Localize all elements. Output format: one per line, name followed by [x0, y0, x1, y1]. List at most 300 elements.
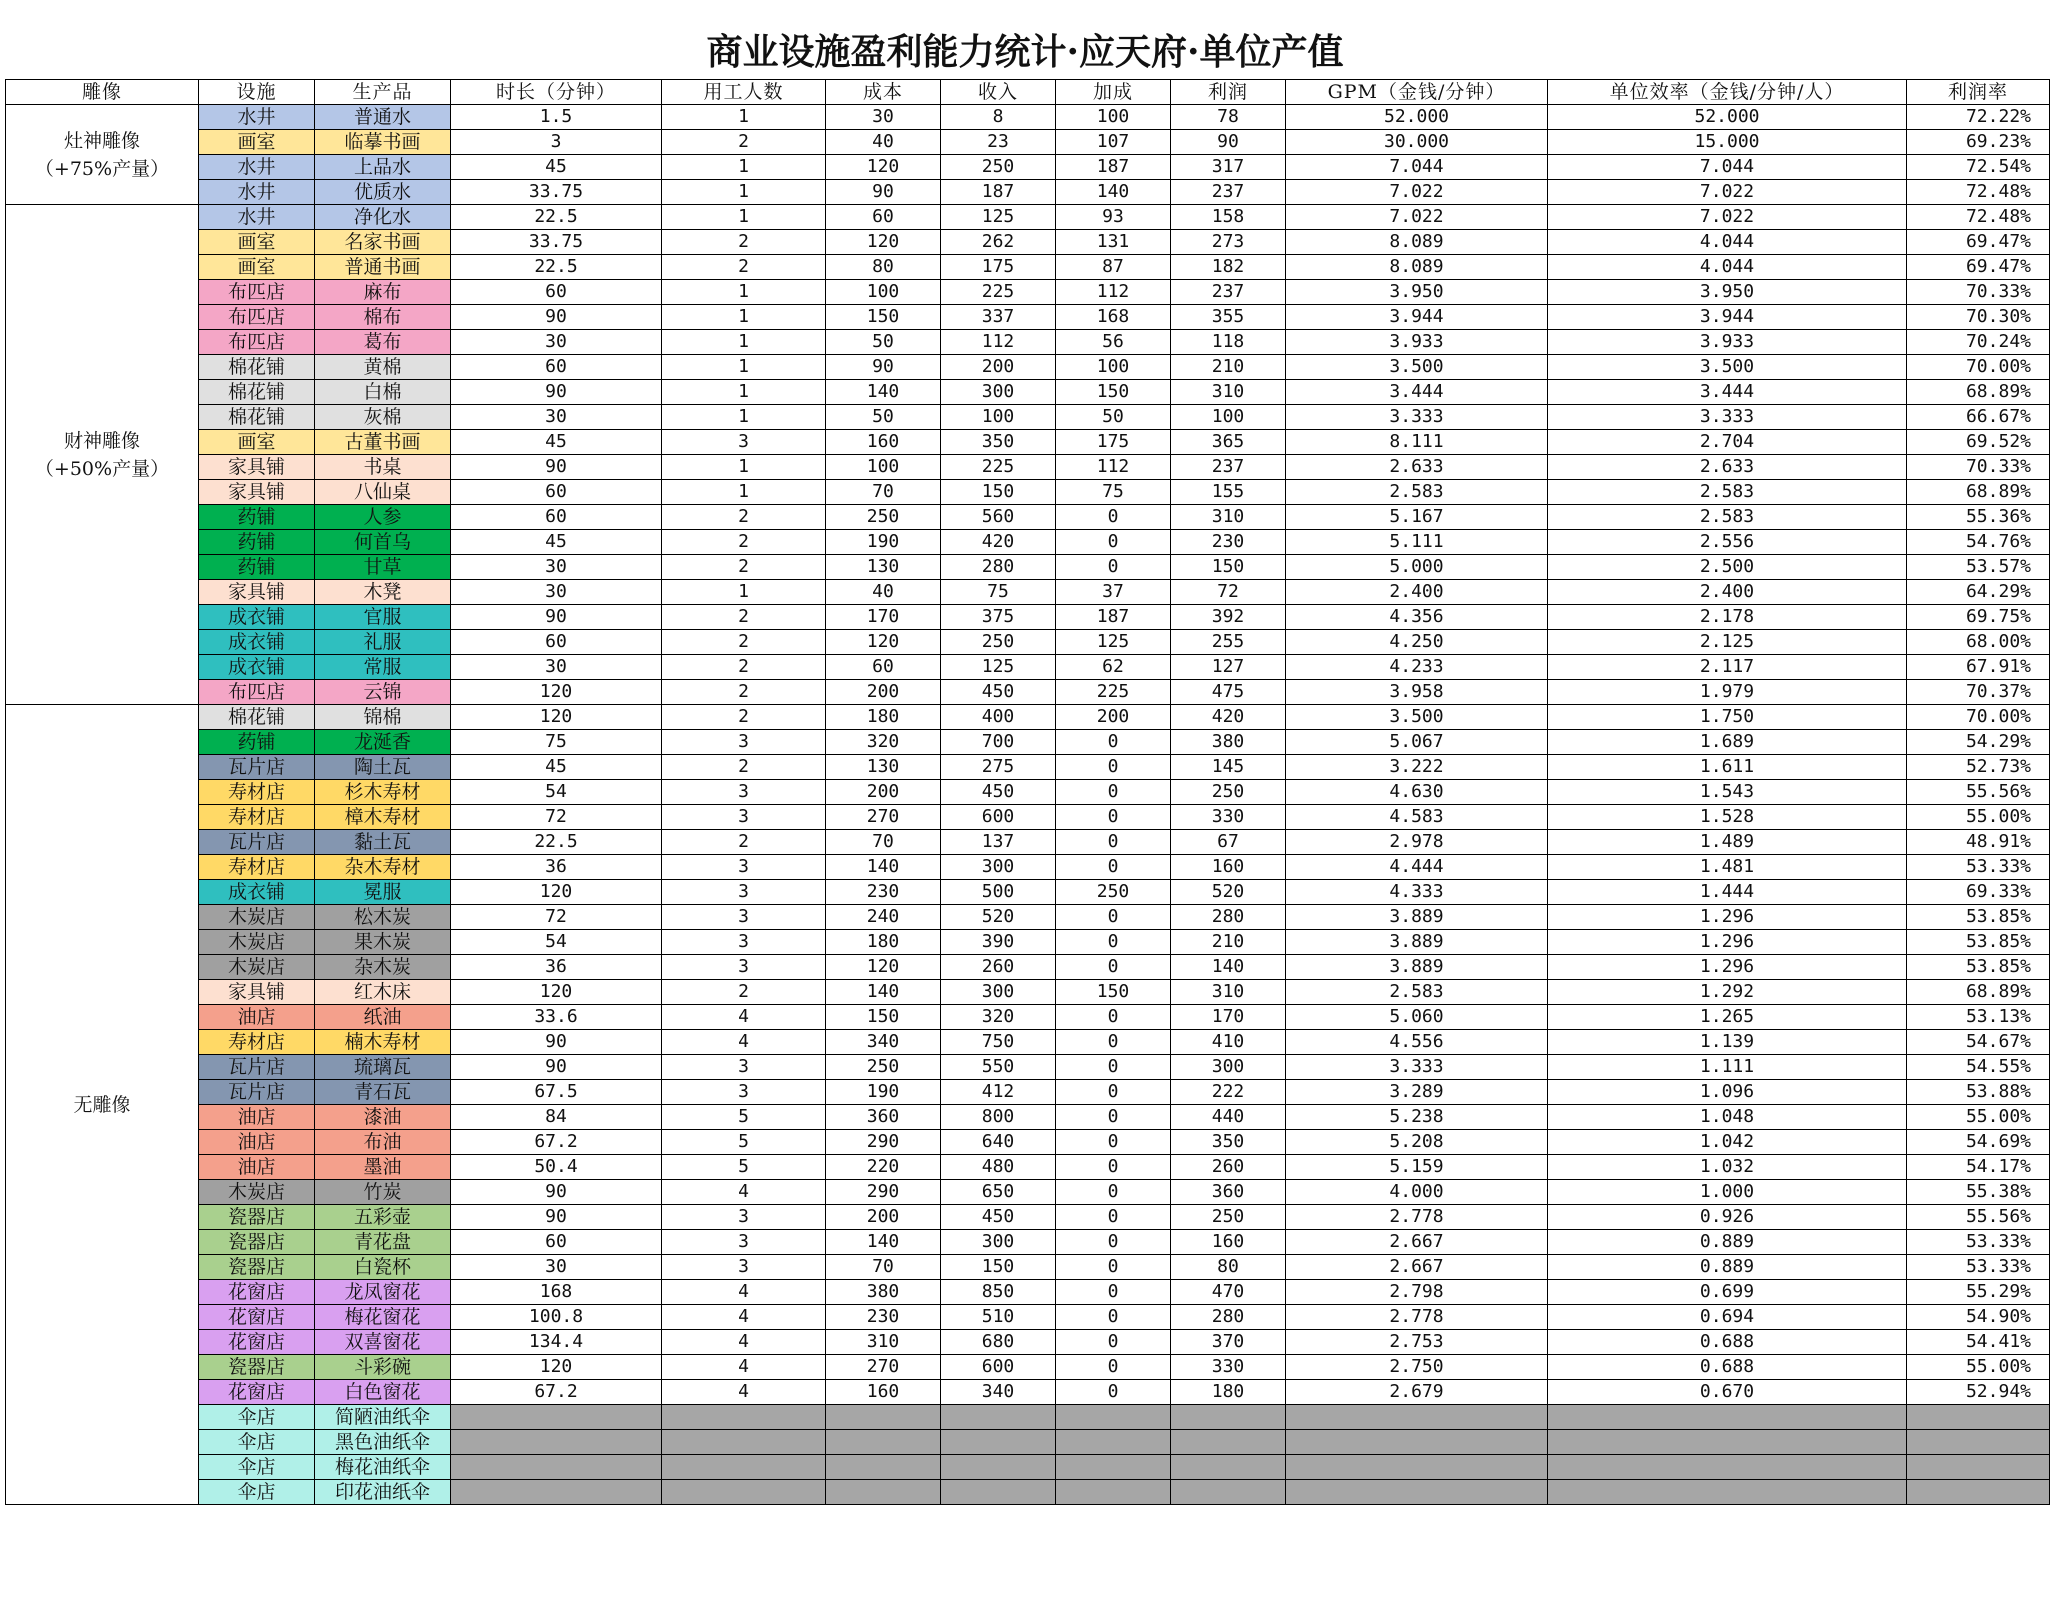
header-profit-margin[interactable]: 利润率	[1907, 80, 2050, 105]
duration-cell[interactable]: 90	[451, 1055, 662, 1080]
product-cell[interactable]: 斗彩碗	[315, 1355, 451, 1380]
facility-cell[interactable]: 画室	[199, 430, 315, 455]
gpm-cell[interactable]: 4.583	[1286, 805, 1548, 830]
duration-cell[interactable]: 84	[451, 1105, 662, 1130]
bonus-cell[interactable]: 0	[1056, 1355, 1171, 1380]
bonus-cell[interactable]: 100	[1056, 105, 1171, 130]
profit-cell[interactable]: 370	[1171, 1330, 1286, 1355]
facility-cell[interactable]: 伞店	[199, 1405, 315, 1430]
unit-efficiency-cell[interactable]: 3.944	[1548, 305, 1907, 330]
facility-cell[interactable]: 布匹店	[199, 280, 315, 305]
gpm-cell[interactable]: 4.333	[1286, 880, 1548, 905]
gpm-cell[interactable]: 3.889	[1286, 930, 1548, 955]
product-cell[interactable]: 何首乌	[315, 530, 451, 555]
product-cell[interactable]: 龙涎香	[315, 730, 451, 755]
revenue-cell[interactable]: 250	[941, 155, 1056, 180]
gpm-cell[interactable]: 5.208	[1286, 1130, 1548, 1155]
workers-cell[interactable]: 3	[662, 880, 826, 905]
duration-cell[interactable]	[451, 1405, 662, 1430]
workers-cell[interactable]	[662, 1455, 826, 1480]
unit-efficiency-cell[interactable]: 1.265	[1548, 1005, 1907, 1030]
bonus-cell[interactable]: 0	[1056, 1130, 1171, 1155]
unit-efficiency-cell[interactable]: 52.000	[1548, 105, 1907, 130]
revenue-cell[interactable]: 850	[941, 1280, 1056, 1305]
facility-cell[interactable]: 瓦片店	[199, 1055, 315, 1080]
gpm-cell[interactable]: 3.222	[1286, 755, 1548, 780]
revenue-cell[interactable]: 520	[941, 905, 1056, 930]
profit-cell[interactable]: 210	[1171, 355, 1286, 380]
facility-cell[interactable]: 花窗店	[199, 1280, 315, 1305]
gpm-cell[interactable]	[1286, 1430, 1548, 1455]
cost-cell[interactable]	[826, 1480, 941, 1505]
cost-cell[interactable]: 230	[826, 1305, 941, 1330]
profit-margin-cell[interactable]: 54.69%	[1907, 1130, 2050, 1155]
unit-efficiency-cell[interactable]: 2.583	[1548, 480, 1907, 505]
cost-cell[interactable]: 140	[826, 380, 941, 405]
product-cell[interactable]: 常服	[315, 655, 451, 680]
revenue-cell[interactable]: 300	[941, 1230, 1056, 1255]
cost-cell[interactable]: 270	[826, 1355, 941, 1380]
workers-cell[interactable]: 4	[662, 1180, 826, 1205]
duration-cell[interactable]: 60	[451, 355, 662, 380]
facility-cell[interactable]: 药铺	[199, 505, 315, 530]
profit-cell[interactable]: 365	[1171, 430, 1286, 455]
bonus-cell[interactable]: 0	[1056, 1230, 1171, 1255]
duration-cell[interactable]: 75	[451, 730, 662, 755]
unit-efficiency-cell[interactable]: 1.139	[1548, 1030, 1907, 1055]
revenue-cell[interactable]: 125	[941, 205, 1056, 230]
unit-efficiency-cell[interactable]: 1.481	[1548, 855, 1907, 880]
gpm-cell[interactable]: 7.022	[1286, 180, 1548, 205]
profit-cell[interactable]: 127	[1171, 655, 1286, 680]
duration-cell[interactable]	[451, 1455, 662, 1480]
profit-margin-cell[interactable]: 53.85%	[1907, 905, 2050, 930]
duration-cell[interactable]: 45	[451, 755, 662, 780]
profit-cell[interactable]: 90	[1171, 130, 1286, 155]
unit-efficiency-cell[interactable]: 1.296	[1548, 905, 1907, 930]
revenue-cell[interactable]: 260	[941, 955, 1056, 980]
product-cell[interactable]: 竹炭	[315, 1180, 451, 1205]
profit-margin-cell[interactable]: 67.91%	[1907, 655, 2050, 680]
revenue-cell[interactable]	[941, 1430, 1056, 1455]
bonus-cell[interactable]: 0	[1056, 730, 1171, 755]
revenue-cell[interactable]: 450	[941, 780, 1056, 805]
profit-margin-cell[interactable]: 54.90%	[1907, 1305, 2050, 1330]
unit-efficiency-cell[interactable]: 1.689	[1548, 730, 1907, 755]
profit-margin-cell[interactable]: 55.29%	[1907, 1280, 2050, 1305]
gpm-cell[interactable]: 30.000	[1286, 130, 1548, 155]
profit-margin-cell[interactable]: 69.47%	[1907, 230, 2050, 255]
profit-cell[interactable]: 118	[1171, 330, 1286, 355]
statue-group-cell[interactable]	[6, 705, 199, 1505]
duration-cell[interactable]: 90	[451, 455, 662, 480]
duration-cell[interactable]: 33.75	[451, 230, 662, 255]
bonus-cell[interactable]	[1056, 1405, 1171, 1430]
product-cell[interactable]: 龙凤窗花	[315, 1280, 451, 1305]
duration-cell[interactable]: 36	[451, 855, 662, 880]
workers-cell[interactable]: 4	[662, 1280, 826, 1305]
duration-cell[interactable]: 120	[451, 705, 662, 730]
workers-cell[interactable]: 3	[662, 930, 826, 955]
workers-cell[interactable]: 2	[662, 630, 826, 655]
revenue-cell[interactable]: 75	[941, 580, 1056, 605]
profit-margin-cell[interactable]	[1907, 1480, 2050, 1505]
bonus-cell[interactable]: 0	[1056, 1280, 1171, 1305]
revenue-cell[interactable]: 225	[941, 455, 1056, 480]
gpm-cell[interactable]: 3.944	[1286, 305, 1548, 330]
unit-efficiency-cell[interactable]: 0.694	[1548, 1305, 1907, 1330]
bonus-cell[interactable]: 0	[1056, 1180, 1171, 1205]
gpm-cell[interactable]: 4.250	[1286, 630, 1548, 655]
profit-margin-cell[interactable]: 55.56%	[1907, 1205, 2050, 1230]
profit-margin-cell[interactable]: 54.41%	[1907, 1330, 2050, 1355]
bonus-cell[interactable]: 0	[1056, 1030, 1171, 1055]
cost-cell[interactable]: 200	[826, 680, 941, 705]
product-cell[interactable]: 楠木寿材	[315, 1030, 451, 1055]
unit-efficiency-cell[interactable]: 15.000	[1548, 130, 1907, 155]
gpm-cell[interactable]: 52.000	[1286, 105, 1548, 130]
profit-margin-cell[interactable]: 69.47%	[1907, 255, 2050, 280]
unit-efficiency-cell[interactable]	[1548, 1455, 1907, 1480]
gpm-cell[interactable]: 3.933	[1286, 330, 1548, 355]
gpm-cell[interactable]: 3.444	[1286, 380, 1548, 405]
product-cell[interactable]: 青石瓦	[315, 1080, 451, 1105]
bonus-cell[interactable]: 112	[1056, 455, 1171, 480]
facility-cell[interactable]: 瓷器店	[199, 1230, 315, 1255]
revenue-cell[interactable]: 510	[941, 1305, 1056, 1330]
gpm-cell[interactable]: 3.500	[1286, 705, 1548, 730]
statue-group-cell[interactable]	[6, 105, 199, 205]
bonus-cell[interactable]: 62	[1056, 655, 1171, 680]
cost-cell[interactable]: 170	[826, 605, 941, 630]
cost-cell[interactable]	[826, 1430, 941, 1455]
profit-cell[interactable]	[1171, 1430, 1286, 1455]
cost-cell[interactable]: 380	[826, 1280, 941, 1305]
facility-cell[interactable]: 瓦片店	[199, 830, 315, 855]
revenue-cell[interactable]: 680	[941, 1330, 1056, 1355]
profit-cell[interactable]: 300	[1171, 1055, 1286, 1080]
product-cell[interactable]: 八仙桌	[315, 480, 451, 505]
duration-cell[interactable]: 30	[451, 555, 662, 580]
profit-margin-cell[interactable]: 68.89%	[1907, 980, 2050, 1005]
profit-margin-cell[interactable]: 72.54%	[1907, 155, 2050, 180]
facility-cell[interactable]: 水井	[199, 105, 315, 130]
profit-cell[interactable]: 310	[1171, 980, 1286, 1005]
unit-efficiency-cell[interactable]: 1.000	[1548, 1180, 1907, 1205]
gpm-cell[interactable]: 2.583	[1286, 980, 1548, 1005]
product-cell[interactable]: 葛布	[315, 330, 451, 355]
profit-margin-cell[interactable]: 55.00%	[1907, 1105, 2050, 1130]
workers-cell[interactable]: 1	[662, 155, 826, 180]
facility-cell[interactable]: 画室	[199, 230, 315, 255]
duration-cell[interactable]: 90	[451, 1030, 662, 1055]
profit-margin-cell[interactable]: 55.00%	[1907, 805, 2050, 830]
bonus-cell[interactable]	[1056, 1480, 1171, 1505]
workers-cell[interactable]: 2	[662, 255, 826, 280]
duration-cell[interactable]: 60	[451, 505, 662, 530]
workers-cell[interactable]: 5	[662, 1130, 826, 1155]
cost-cell[interactable]: 60	[826, 655, 941, 680]
duration-cell[interactable]: 36	[451, 955, 662, 980]
duration-cell[interactable]: 120	[451, 980, 662, 1005]
bonus-cell[interactable]: 125	[1056, 630, 1171, 655]
bonus-cell[interactable]	[1056, 1430, 1171, 1455]
header-duration[interactable]: 时长（分钟）	[451, 80, 662, 105]
workers-cell[interactable]: 2	[662, 530, 826, 555]
product-cell[interactable]: 棉布	[315, 305, 451, 330]
workers-cell[interactable]: 4	[662, 1355, 826, 1380]
profit-margin-cell[interactable]: 68.89%	[1907, 480, 2050, 505]
facility-cell[interactable]: 成衣铺	[199, 880, 315, 905]
unit-efficiency-cell[interactable]	[1548, 1480, 1907, 1505]
duration-cell[interactable]: 22.5	[451, 255, 662, 280]
unit-efficiency-cell[interactable]: 2.704	[1548, 430, 1907, 455]
workers-cell[interactable]: 1	[662, 330, 826, 355]
profit-cell[interactable]: 380	[1171, 730, 1286, 755]
bonus-cell[interactable]: 0	[1056, 1305, 1171, 1330]
profit-margin-cell[interactable]: 53.85%	[1907, 955, 2050, 980]
facility-cell[interactable]: 寿材店	[199, 1030, 315, 1055]
profit-cell[interactable]: 100	[1171, 405, 1286, 430]
profit-margin-cell[interactable]	[1907, 1430, 2050, 1455]
unit-efficiency-cell[interactable]: 0.926	[1548, 1205, 1907, 1230]
duration-cell[interactable]: 22.5	[451, 205, 662, 230]
product-cell[interactable]: 青花盘	[315, 1230, 451, 1255]
revenue-cell[interactable]: 100	[941, 405, 1056, 430]
revenue-cell[interactable]: 600	[941, 1355, 1056, 1380]
cost-cell[interactable]: 250	[826, 1055, 941, 1080]
unit-efficiency-cell[interactable]: 1.096	[1548, 1080, 1907, 1105]
revenue-cell[interactable]: 450	[941, 680, 1056, 705]
gpm-cell[interactable]: 2.753	[1286, 1330, 1548, 1355]
unit-efficiency-cell[interactable]: 1.296	[1548, 930, 1907, 955]
gpm-cell[interactable]: 3.958	[1286, 680, 1548, 705]
duration-cell[interactable]: 1.5	[451, 105, 662, 130]
bonus-cell[interactable]: 0	[1056, 1055, 1171, 1080]
duration-cell[interactable]: 120	[451, 1355, 662, 1380]
profit-margin-cell[interactable]: 69.23%	[1907, 130, 2050, 155]
bonus-cell[interactable]: 0	[1056, 505, 1171, 530]
revenue-cell[interactable]: 8	[941, 105, 1056, 130]
unit-efficiency-cell[interactable]: 2.400	[1548, 580, 1907, 605]
profit-margin-cell[interactable]: 68.00%	[1907, 630, 2050, 655]
gpm-cell[interactable]: 4.444	[1286, 855, 1548, 880]
product-cell[interactable]: 普通水	[315, 105, 451, 130]
revenue-cell[interactable]: 412	[941, 1080, 1056, 1105]
unit-efficiency-cell[interactable]: 2.178	[1548, 605, 1907, 630]
cost-cell[interactable]: 90	[826, 180, 941, 205]
cost-cell[interactable]: 150	[826, 1005, 941, 1030]
profit-cell[interactable]	[1171, 1455, 1286, 1480]
gpm-cell[interactable]	[1286, 1480, 1548, 1505]
product-cell[interactable]: 黑色油纸伞	[315, 1430, 451, 1455]
facility-cell[interactable]: 水井	[199, 205, 315, 230]
profit-cell[interactable]: 237	[1171, 180, 1286, 205]
revenue-cell[interactable]: 320	[941, 1005, 1056, 1030]
profit-margin-cell[interactable]	[1907, 1455, 2050, 1480]
unit-efficiency-cell[interactable]: 4.044	[1548, 255, 1907, 280]
gpm-cell[interactable]: 2.633	[1286, 455, 1548, 480]
facility-cell[interactable]: 棉花铺	[199, 355, 315, 380]
profit-margin-cell[interactable]: 55.56%	[1907, 780, 2050, 805]
revenue-cell[interactable]: 250	[941, 630, 1056, 655]
profit-cell[interactable]: 273	[1171, 230, 1286, 255]
profit-margin-cell[interactable]: 70.37%	[1907, 680, 2050, 705]
duration-cell[interactable]	[451, 1480, 662, 1505]
bonus-cell[interactable]: 0	[1056, 805, 1171, 830]
duration-cell[interactable]: 67.5	[451, 1080, 662, 1105]
cost-cell[interactable]: 60	[826, 205, 941, 230]
profit-cell[interactable]: 237	[1171, 455, 1286, 480]
unit-efficiency-cell[interactable]: 4.044	[1548, 230, 1907, 255]
revenue-cell[interactable]: 400	[941, 705, 1056, 730]
duration-cell[interactable]: 33.75	[451, 180, 662, 205]
bonus-cell[interactable]: 56	[1056, 330, 1171, 355]
profit-margin-cell[interactable]: 53.57%	[1907, 555, 2050, 580]
cost-cell[interactable]: 50	[826, 330, 941, 355]
bonus-cell[interactable]: 0	[1056, 830, 1171, 855]
revenue-cell[interactable]: 480	[941, 1155, 1056, 1180]
workers-cell[interactable]: 3	[662, 780, 826, 805]
profit-cell[interactable]: 78	[1171, 105, 1286, 130]
bonus-cell[interactable]: 50	[1056, 405, 1171, 430]
profit-cell[interactable]: 475	[1171, 680, 1286, 705]
gpm-cell[interactable]: 5.000	[1286, 555, 1548, 580]
product-cell[interactable]: 果木炭	[315, 930, 451, 955]
profit-margin-cell[interactable]: 54.55%	[1907, 1055, 2050, 1080]
facility-cell[interactable]: 棉花铺	[199, 380, 315, 405]
product-cell[interactable]: 白色窗花	[315, 1380, 451, 1405]
bonus-cell[interactable]: 0	[1056, 905, 1171, 930]
revenue-cell[interactable]: 262	[941, 230, 1056, 255]
cost-cell[interactable]: 150	[826, 305, 941, 330]
cost-cell[interactable]: 320	[826, 730, 941, 755]
profit-margin-cell[interactable]: 70.30%	[1907, 305, 2050, 330]
cost-cell[interactable]: 30	[826, 105, 941, 130]
profit-margin-cell[interactable]: 52.73%	[1907, 755, 2050, 780]
workers-cell[interactable]: 1	[662, 355, 826, 380]
header-statue[interactable]: 雕像	[6, 80, 199, 105]
gpm-cell[interactable]: 4.630	[1286, 780, 1548, 805]
revenue-cell[interactable]: 280	[941, 555, 1056, 580]
facility-cell[interactable]: 油店	[199, 1005, 315, 1030]
profit-cell[interactable]: 72	[1171, 580, 1286, 605]
product-cell[interactable]: 麻布	[315, 280, 451, 305]
bonus-cell[interactable]: 0	[1056, 1005, 1171, 1030]
profit-cell[interactable]: 520	[1171, 880, 1286, 905]
profit-cell[interactable]: 158	[1171, 205, 1286, 230]
revenue-cell[interactable]: 300	[941, 855, 1056, 880]
revenue-cell[interactable]: 150	[941, 1255, 1056, 1280]
unit-efficiency-cell[interactable]: 3.500	[1548, 355, 1907, 380]
bonus-cell[interactable]: 140	[1056, 180, 1171, 205]
duration-cell[interactable]: 120	[451, 880, 662, 905]
gpm-cell[interactable]: 3.333	[1286, 405, 1548, 430]
profit-cell[interactable]: 330	[1171, 805, 1286, 830]
profit-cell[interactable]: 155	[1171, 480, 1286, 505]
unit-efficiency-cell[interactable]: 0.889	[1548, 1230, 1907, 1255]
duration-cell[interactable]: 90	[451, 1180, 662, 1205]
revenue-cell[interactable]: 225	[941, 280, 1056, 305]
profit-cell[interactable]	[1171, 1405, 1286, 1430]
workers-cell[interactable]: 2	[662, 555, 826, 580]
facility-cell[interactable]: 家具铺	[199, 980, 315, 1005]
bonus-cell[interactable]: 0	[1056, 780, 1171, 805]
bonus-cell[interactable]: 0	[1056, 1330, 1171, 1355]
facility-cell[interactable]: 木炭店	[199, 930, 315, 955]
facility-cell[interactable]: 药铺	[199, 555, 315, 580]
revenue-cell[interactable]: 390	[941, 930, 1056, 955]
profit-cell[interactable]: 392	[1171, 605, 1286, 630]
cost-cell[interactable]: 140	[826, 1230, 941, 1255]
product-cell[interactable]: 陶土瓦	[315, 755, 451, 780]
bonus-cell[interactable]: 0	[1056, 930, 1171, 955]
product-cell[interactable]: 白瓷杯	[315, 1255, 451, 1280]
profit-margin-cell[interactable]: 69.75%	[1907, 605, 2050, 630]
revenue-cell[interactable]: 125	[941, 655, 1056, 680]
product-cell[interactable]: 纸油	[315, 1005, 451, 1030]
unit-efficiency-cell[interactable]: 1.292	[1548, 980, 1907, 1005]
profit-cell[interactable]: 250	[1171, 780, 1286, 805]
bonus-cell[interactable]: 0	[1056, 955, 1171, 980]
product-cell[interactable]: 普通书画	[315, 255, 451, 280]
cost-cell[interactable]: 70	[826, 480, 941, 505]
bonus-cell[interactable]: 0	[1056, 530, 1171, 555]
bonus-cell[interactable]: 0	[1056, 855, 1171, 880]
bonus-cell[interactable]: 187	[1056, 155, 1171, 180]
cost-cell[interactable]	[826, 1405, 941, 1430]
profit-margin-cell[interactable]: 54.29%	[1907, 730, 2050, 755]
workers-cell[interactable]: 2	[662, 980, 826, 1005]
gpm-cell[interactable]: 2.400	[1286, 580, 1548, 605]
workers-cell[interactable]: 1	[662, 480, 826, 505]
workers-cell[interactable]: 3	[662, 1080, 826, 1105]
workers-cell[interactable]	[662, 1480, 826, 1505]
workers-cell[interactable]: 3	[662, 730, 826, 755]
cost-cell[interactable]: 180	[826, 930, 941, 955]
workers-cell[interactable]: 2	[662, 705, 826, 730]
duration-cell[interactable]: 67.2	[451, 1130, 662, 1155]
gpm-cell[interactable]: 5.111	[1286, 530, 1548, 555]
workers-cell[interactable]: 2	[662, 230, 826, 255]
profit-margin-cell[interactable]: 54.76%	[1907, 530, 2050, 555]
profit-margin-cell[interactable]: 52.94%	[1907, 1380, 2050, 1405]
cost-cell[interactable]: 270	[826, 805, 941, 830]
workers-cell[interactable]: 3	[662, 430, 826, 455]
duration-cell[interactable]: 33.6	[451, 1005, 662, 1030]
product-cell[interactable]: 净化水	[315, 205, 451, 230]
workers-cell[interactable]: 3	[662, 1055, 826, 1080]
duration-cell[interactable]: 30	[451, 1255, 662, 1280]
profit-cell[interactable]: 260	[1171, 1155, 1286, 1180]
cost-cell[interactable]: 100	[826, 455, 941, 480]
profit-cell[interactable]: 470	[1171, 1280, 1286, 1305]
workers-cell[interactable]: 3	[662, 955, 826, 980]
workers-cell[interactable]: 2	[662, 830, 826, 855]
bonus-cell[interactable]: 150	[1056, 380, 1171, 405]
duration-cell[interactable]: 3	[451, 130, 662, 155]
facility-cell[interactable]: 药铺	[199, 730, 315, 755]
unit-efficiency-cell[interactable]: 1.750	[1548, 705, 1907, 730]
product-cell[interactable]: 墨油	[315, 1155, 451, 1180]
facility-cell[interactable]: 棉花铺	[199, 705, 315, 730]
profit-cell[interactable]: 140	[1171, 955, 1286, 980]
duration-cell[interactable]: 90	[451, 305, 662, 330]
profit-margin-cell[interactable]: 72.22%	[1907, 105, 2050, 130]
workers-cell[interactable]: 1	[662, 305, 826, 330]
profit-margin-cell[interactable]: 53.33%	[1907, 1230, 2050, 1255]
revenue-cell[interactable]: 550	[941, 1055, 1056, 1080]
